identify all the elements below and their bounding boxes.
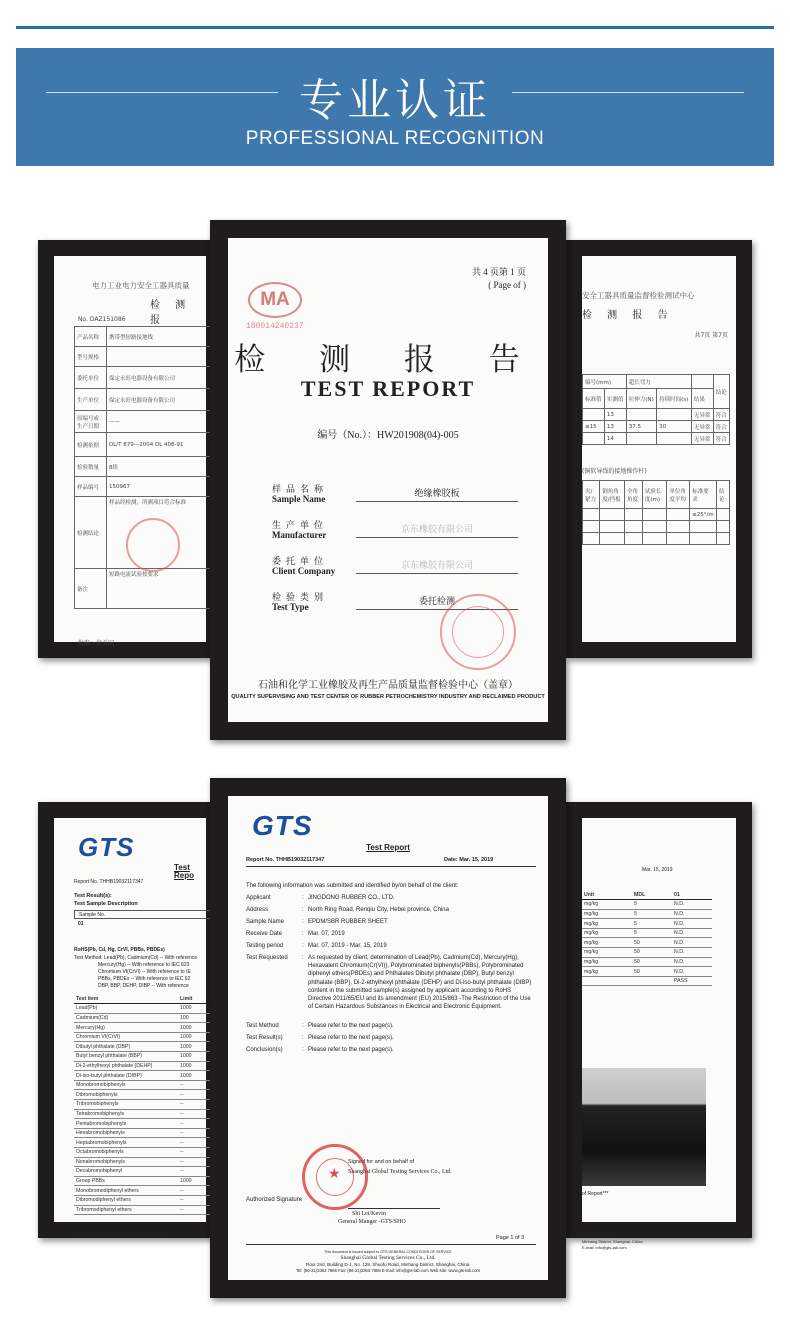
- divider: [246, 866, 536, 867]
- table-cell: 原编号或生产日期: [75, 411, 107, 433]
- gts-left-l4: Test Method: Lead(Pb), Cadmium(Cd) -- With reference: [74, 955, 198, 961]
- field-label-cn: 样品名称: [272, 485, 329, 495]
- table-cell: Chromium VI(CrVI): [74, 1032, 178, 1042]
- official-seal-inner-icon: [452, 606, 504, 658]
- gts-left-l7: PBBs, PBDEs -- With reference to IEC 62: [98, 976, 191, 982]
- row-value: Please refer to the next page(s).: [308, 1047, 394, 1053]
- certificate-page-info: [472, 266, 526, 292]
- table-cell: Nonabromobiphenyls: [74, 1157, 178, 1167]
- table-cell: N.D.: [672, 909, 712, 919]
- table-cell: 1000: [178, 1023, 234, 1033]
- table-cell: Octabromobiphenyls: [74, 1148, 178, 1158]
- table-cell: Lead(Pb): [74, 1004, 178, 1014]
- table-cell: 无异常: [691, 421, 713, 433]
- table-cell: 编号(mm): [583, 375, 627, 389]
- gts-left-fine3: Tel: (86-21)3363 7866 Fax: (86-21)3363 7858 E-mail: info: [72, 1234, 164, 1238]
- table-cell: 标准要求: [690, 481, 717, 509]
- gts-right-result-table: [582, 890, 712, 986]
- gts-left-report-no: Report No. THHB19032117347: [74, 879, 144, 885]
- table-cell: 标准值: [583, 389, 605, 409]
- table-cell: 1000: [178, 1071, 234, 1081]
- table-cell: mg/kg: [582, 967, 632, 977]
- table-cell: mg/kg: [582, 928, 632, 938]
- table-cell: Monobromobiphenyls: [74, 1080, 178, 1090]
- table-cell: [642, 521, 667, 533]
- gts-center-date: Date: Mar. 15, 2019: [444, 857, 494, 863]
- table-cell: 1000: [178, 1061, 234, 1071]
- table-cell: [657, 433, 692, 445]
- row-value: Mar. 07, 2019 - Mar. 15, 2019: [308, 943, 387, 949]
- right-cn-page: 共7页 第7页: [694, 332, 728, 339]
- frame-left-gts-report: [38, 802, 222, 1238]
- table-cell: 符合: [713, 409, 729, 421]
- right-cn-table-1: [582, 374, 730, 445]
- row-value: As requested by client, determination of Lead(Pb), Cadmium(Cd), Mercury(Hg), Hexavalent Chromium(Cr(VI)), Polybrominated biphenyls(PBBs), Polybrominated diphenyl ethers(PBDEs) and Phthalates Dibutyl phthalate (DBP), Butyl benzyl phthalate (BBP), Di-2-ethylhexyl phthalate (DEHP) and Di-iso-butyl phthalate (DIBP) content in the submitted sample(s) assigned by applicant according to RoHS Directive 2011/65/EU and its amendment (EU) 2015/863 -The Restriction of the Use of Certain Hazardous Substances in Electrical and Electronic Equipment.: [308, 955, 532, 1011]
- table-cell: 14: [604, 433, 626, 445]
- certificate-footer-cn: 石油和化学工业橡胶及再生产品质量监督检验中心（盖章）: [258, 680, 518, 691]
- table-cell: DL/T 879—2004 DL 408-91: [107, 433, 224, 457]
- table-cell: ——: [107, 411, 224, 433]
- row-colon: :: [302, 1023, 304, 1029]
- table-cell: Dibutyl phthalate (DBP): [74, 1042, 178, 1052]
- table-cell: 100: [178, 1013, 234, 1023]
- row-key: Test Method: [246, 1023, 279, 1029]
- field-client-company: [272, 554, 522, 588]
- top-divider: [16, 26, 774, 29]
- table-header: MDL: [632, 890, 672, 900]
- row-key: Test Result(s): [246, 1035, 283, 1041]
- field-value: 绝缘橡胶板: [356, 486, 518, 502]
- table-cell: Cadmium(Cd): [74, 1013, 178, 1023]
- row-key: Applicant: [246, 895, 271, 901]
- table-cell: 50: [632, 948, 672, 958]
- seal-star-icon: ★: [328, 1165, 341, 1181]
- frame-left-cn-report: [38, 240, 222, 658]
- table-cell: [582, 976, 632, 986]
- frame-right-cn-report: [566, 240, 752, 658]
- table-cell: 型号规格: [75, 347, 107, 367]
- field-label-cn: 生产单位: [272, 521, 329, 531]
- gts-right-fine3: E-mail: info@gts-lab.com: [582, 1245, 627, 1250]
- table-cell: [690, 521, 717, 533]
- table-cell: Dibromodiphenyl ethers: [74, 1195, 178, 1205]
- table-cell: Group PBBs: [74, 1176, 178, 1186]
- table-cell: Hexabromobiphenyls: [74, 1128, 178, 1138]
- table-cell: [716, 533, 729, 545]
- table-cell: [690, 533, 717, 545]
- table-cell: [624, 533, 642, 545]
- gts-left-l6: Chromium VI(CrVI) -- With reference to IE: [98, 969, 191, 975]
- table-cell: 13: [604, 421, 626, 433]
- table-cell: 结论: [716, 481, 729, 509]
- table-cell: 保定永旺电器设备有限公司: [107, 367, 224, 389]
- table-cell: 符合: [713, 433, 729, 445]
- gts-right-page: Page 3 of 3: [682, 1225, 708, 1231]
- table-cell: 无异常: [691, 409, 713, 421]
- table-cell: --: [178, 1195, 234, 1205]
- table-cell: --: [178, 1109, 234, 1119]
- table-cell: 1000: [178, 1032, 234, 1042]
- table-cell: [107, 347, 224, 367]
- certificate-number: 编号（No.）：HW201908(04)-005: [317, 430, 459, 441]
- table-cell: [600, 533, 625, 545]
- table-cell: 1000: [178, 1176, 234, 1186]
- table-cell: 短路电流试验按要求: [107, 569, 224, 609]
- table-cell: 5: [632, 900, 672, 910]
- table-cell: Di-2-ethylhexyl phthalate (DEHP): [74, 1061, 178, 1071]
- gts-logo-icon: GTS: [252, 810, 313, 841]
- table-cell: [642, 509, 667, 521]
- gts-right-photo-caption: of Report***: [582, 1191, 609, 1197]
- field-label-en: Test Type: [272, 602, 309, 612]
- table-cell: [667, 533, 690, 545]
- table-cell: PASS: [672, 976, 712, 986]
- gts-center-fine1: This document is issued subject to GTS GENERAL CONDITIONS OF SERVICE: [324, 1250, 452, 1254]
- table-cell: 5: [632, 928, 672, 938]
- gts-signer: Shi Lei/Kevin: [352, 1211, 386, 1217]
- gts-left-fine2: Floor 2nd, Building D-1, No. 128, Shuofu R: [84, 1227, 161, 1232]
- gts-left-l8: DBP, BBP, DEHP, DIBP -- With reference: [98, 983, 189, 989]
- table-cell: 无异常: [691, 433, 713, 445]
- table-header: Test item: [74, 994, 178, 1004]
- table-cell: 委托单位: [75, 367, 107, 389]
- table-cell: 检测结论: [75, 497, 107, 569]
- row-key: Conclusion(s): [246, 1047, 283, 1053]
- row-value: Please refer to the next page(s).: [308, 1035, 394, 1041]
- row-colon: :: [302, 931, 304, 937]
- table-cell: 8组: [107, 457, 224, 477]
- table-header: Unit: [582, 890, 632, 900]
- section-banner: [16, 48, 774, 166]
- row-colon: :: [302, 919, 304, 925]
- table-cell: --: [178, 1167, 234, 1177]
- table-cell: 结果: [691, 389, 713, 409]
- left-cn-signature: 批准：徐关国: [78, 640, 115, 647]
- gts-logo-icon: GTS: [78, 832, 135, 862]
- row-colon: :: [302, 1047, 304, 1053]
- certificate-footer-en: QUALITY SUPERVISING AND TEST CENTER OF RUBBER PETROCHEMISTRY INDUSTRY AND RECLAIMED PRODUCT: [231, 694, 545, 700]
- table-cell: 拉伸力(N): [626, 389, 656, 409]
- table-cell: --: [178, 1186, 234, 1196]
- table-row: [582, 900, 712, 910]
- table-cell: 1000: [178, 1042, 234, 1052]
- table-cell: 检测依据: [75, 433, 107, 457]
- left-cn-docno: No. DAZ151086: [78, 316, 126, 323]
- field-label-cn: 委托单位: [272, 557, 329, 567]
- table-cell: 1000: [178, 1004, 234, 1014]
- table-cell: mg/kg: [582, 938, 632, 948]
- table-cell: mg/kg: [582, 957, 632, 967]
- table-cell: [716, 521, 729, 533]
- row-colon: :: [302, 1035, 304, 1041]
- row-value: JINGDONG RUBBER CO., LTD.: [308, 895, 395, 901]
- table-cell: --: [178, 1148, 234, 1158]
- right-gts-paper: [582, 818, 736, 1250]
- cma-mark-icon: MA: [248, 282, 302, 318]
- table-cell: Butyl benzyl phthalate (BBP): [74, 1052, 178, 1062]
- table-cell: Monobromodiphenyl ethers: [74, 1186, 178, 1196]
- table-cell: N.D.: [672, 928, 712, 938]
- table-cell: 持续时间(s): [657, 389, 692, 409]
- table-cell: 单位角度平均: [667, 481, 690, 509]
- table-cell: [691, 375, 713, 389]
- field-value: 京东橡胶有限公司: [356, 522, 518, 538]
- table-cell: [632, 976, 672, 986]
- table-cell: 全角角度: [624, 481, 642, 509]
- left-cn-title: 检 测 报: [150, 300, 192, 326]
- table-cell: 50: [632, 967, 672, 977]
- table-cell: ≤15: [583, 421, 605, 433]
- table-cell: mg/kg: [582, 919, 632, 929]
- page-info-cn: 共 4 页第 1 页: [471, 267, 526, 277]
- left-cn-report-paper: [54, 256, 206, 647]
- gts-left-sample-no: Sample No.: [74, 910, 244, 919]
- right-cn-section: (铜软导线的接地操作杆): [582, 468, 647, 475]
- row-colon: :: [302, 943, 304, 949]
- table-cell: Tribromodiphenyl ethers: [74, 1205, 178, 1215]
- gts-auth-signature: Authorized Signature: [246, 1197, 303, 1203]
- table-cell: Mercury(Hg): [74, 1023, 178, 1033]
- gts-left-sample-val: 01: [78, 921, 84, 927]
- row-value: North Ring Road, Renqiu City, Hebei province, China: [308, 907, 449, 913]
- table-cell: 50: [632, 938, 672, 948]
- field-label-en: Sample Name: [272, 494, 326, 504]
- row-colon: :: [302, 895, 304, 901]
- table-cell: --: [178, 1090, 234, 1100]
- row-value: Please refer to the next page(s).: [308, 1023, 394, 1029]
- table-cell: mg/kg: [582, 948, 632, 958]
- table-cell: [600, 509, 625, 521]
- table-cell: 备注: [75, 569, 107, 609]
- table-cell: --: [178, 1119, 234, 1129]
- table-cell: [583, 509, 600, 521]
- right-cn-table-2: [582, 480, 730, 545]
- table-cell: N.D.: [672, 957, 712, 967]
- table-cell: Di-iso-butyl phthalate (DIBP): [74, 1071, 178, 1081]
- gts-left-l5: Mercury(Hg) -- With reference to IEC 623: [98, 962, 190, 968]
- table-cell: 13: [604, 409, 626, 421]
- table-cell: [583, 533, 600, 545]
- table-cell: --: [178, 1205, 234, 1215]
- gts-center-report-no: Report No. THHB19032117347: [246, 857, 325, 863]
- gts-left-l1: Test Result(s):: [74, 893, 112, 899]
- table-cell: [583, 433, 605, 445]
- table-cell: [624, 509, 642, 521]
- table-cell: 5: [632, 909, 672, 919]
- gts-center-fine4: Tel: (86-21)3363 7866 Fax: (86-21)3363 7858 E-mail: info@gts-lab.com Web site: www.gts-lab.com: [295, 1268, 481, 1273]
- table-header: Limit: [178, 994, 234, 1004]
- gts-left-l2: Test Sample Description: [74, 901, 138, 907]
- table-row: [582, 909, 712, 919]
- gts-right-fine2: Minhang District, Shanghai, China.: [582, 1239, 644, 1244]
- row-value: Mar. 07, 2019: [308, 931, 345, 937]
- frame-right-gts-report: [566, 802, 752, 1250]
- table-cell: --: [178, 1157, 234, 1167]
- gts-center-page: Page 1 of 3: [496, 1235, 525, 1241]
- gts-left-fine1: Shanghai Global Testing: [94, 1221, 138, 1226]
- table-row: [582, 948, 712, 958]
- gts-left-l3: RoHS(Pb, Cd, Hg, CrVI, PBBs, PBDEs): [74, 947, 165, 953]
- right-cn-report-paper: [582, 256, 736, 642]
- table-cell: [667, 509, 690, 521]
- gts-signer-title: General Manger -GTS/SHO: [338, 1219, 406, 1225]
- table-cell: --: [178, 1138, 234, 1148]
- right-cn-title: 检 测 报 告: [582, 310, 674, 321]
- table-cell: 样品经检测，所测项目符合标准: [107, 497, 224, 569]
- table-cell: 产品名称: [75, 327, 107, 347]
- table-cell: [583, 409, 605, 421]
- field-label-en: Client Company: [272, 566, 336, 576]
- table-cell: 携带型短路接地线: [107, 327, 224, 347]
- page-info-en: ( Page of ): [488, 280, 526, 290]
- right-cn-header: 安全工器具质量监督检验测试中心: [582, 291, 695, 300]
- table-cell: --: [178, 1080, 234, 1090]
- table-cell: 5: [632, 919, 672, 929]
- table-row: [582, 957, 712, 967]
- row-key: Address: [246, 907, 269, 913]
- table-cell: 30: [657, 421, 692, 433]
- frame-test-report-certificate: [210, 220, 566, 740]
- gts-center-paper: [228, 796, 548, 1280]
- certificate-title-en: TEST REPORT: [300, 376, 476, 401]
- gts-right-date: Mar. 15, 2019: [642, 867, 673, 873]
- table-cell: N.D.: [672, 938, 712, 948]
- table-cell: 保定永旺电器设备有限公司: [107, 389, 224, 411]
- table-cell: Heptabromobiphenyls: [74, 1138, 178, 1148]
- table-cell: 实测值: [604, 389, 626, 409]
- row-key: Test Requested: [246, 955, 288, 961]
- table-cell: [600, 521, 625, 533]
- table-cell: N.D.: [672, 919, 712, 929]
- table-cell: [642, 533, 667, 545]
- row-key: Testing period: [246, 943, 284, 949]
- sample-photo: [582, 1068, 706, 1186]
- gts-row-test-requested: [246, 954, 536, 1020]
- field-label-en: Manufacturer: [272, 530, 327, 540]
- table-cell: Tribromobiphenyls: [74, 1100, 178, 1110]
- table-cell: N.D.: [672, 948, 712, 958]
- table-cell: Dibromobiphenyls: [74, 1090, 178, 1100]
- gts-right-fine1: g Services Co., Ltd.: [582, 1233, 617, 1238]
- field-value: 京东橡胶有限公司: [356, 558, 518, 574]
- gts-signed-for: Signed for and on behalf of: [348, 1159, 415, 1165]
- field-sample-name: [272, 482, 522, 516]
- table-cell: Tetrabromobiphenyls: [74, 1109, 178, 1119]
- frame-gts-report-page1: [210, 778, 566, 1298]
- table-cell: N.D.: [672, 900, 712, 910]
- row-value: EPDM/SBR RUBBER SHEET: [308, 919, 388, 925]
- table-cell: [624, 521, 642, 533]
- table-cell: 1000: [178, 1052, 234, 1062]
- field-manufacturer: [272, 518, 522, 552]
- table-cell: 50: [632, 957, 672, 967]
- table-cell: 倒角角度/挡板: [600, 481, 625, 509]
- banner-title-en: PROFESSIONAL RECOGNITION: [245, 128, 545, 149]
- table-cell: [626, 409, 656, 421]
- table-cell: --: [178, 1100, 234, 1110]
- table-row: [582, 967, 712, 977]
- left-cn-seal: [126, 518, 180, 572]
- table-cell: [716, 509, 729, 521]
- row-colon: :: [302, 907, 304, 913]
- table-cell: Pentabromobiphenyls: [74, 1119, 178, 1129]
- certificate-title-cn: 检 测 报 告: [234, 342, 542, 378]
- table-cell: 150967: [107, 477, 224, 497]
- table-cell: [667, 521, 690, 533]
- gts-center-intro: The following information was submitted and identified by/on behalf of the client:: [246, 883, 459, 889]
- table-row: [582, 928, 712, 938]
- field-value: 委托检测: [356, 594, 518, 610]
- table-cell: ≤25°/m: [690, 509, 717, 521]
- left-gts-paper: [54, 818, 206, 1238]
- certificate-paper: [228, 238, 548, 722]
- row-key: Sample Name: [246, 919, 285, 925]
- gts-center-fine2: Shanghai Global Testing Services Co., Ltd.: [340, 1255, 436, 1261]
- row-key: Receive Date: [246, 931, 283, 937]
- table-cell: 检验数量: [75, 457, 107, 477]
- gts-center-title: Test Report: [366, 843, 410, 852]
- table-cell: mg/kg: [582, 900, 632, 910]
- table-cell: 夹/紧力: [583, 481, 600, 509]
- table-cell: 样品编号: [75, 477, 107, 497]
- left-cn-header: 电力工业电力安全工器具质量: [92, 281, 190, 290]
- table-row: [582, 938, 712, 948]
- table-cell: 37.5: [626, 421, 656, 433]
- gts-left-title: Test Repo: [174, 863, 194, 880]
- row-colon: :: [302, 955, 304, 961]
- cma-number: 180014240237: [246, 322, 304, 331]
- table-row: [582, 919, 712, 929]
- table-cell: 符合: [713, 421, 729, 433]
- table-cell: 生产单位: [75, 389, 107, 411]
- table-cell: 超长弯力: [626, 375, 691, 389]
- table-cell: Decabromobiphenyl: [74, 1167, 178, 1177]
- table-cell: --: [178, 1128, 234, 1138]
- table-cell: [583, 521, 600, 533]
- gts-company: Shanghai Global Testing Services Co., Ltd.: [348, 1169, 452, 1175]
- table-cell: N.D.: [672, 967, 712, 977]
- table-cell: [657, 409, 692, 421]
- table-cell: [626, 433, 656, 445]
- table-header: 01: [672, 890, 712, 900]
- table-cell: 试验长度(m): [642, 481, 667, 509]
- field-label-cn: 检验类别: [272, 593, 329, 603]
- divider: [246, 1244, 536, 1245]
- gts-center-fine3: Floor 2nd, Building D-1, No. 128, Shuofu Road, Minhang District, Shanghai, China.: [305, 1262, 471, 1267]
- banner-title-cn: 专业认证: [299, 75, 491, 126]
- table-row: [582, 976, 712, 986]
- table-cell: mg/kg: [582, 909, 632, 919]
- table-cell: 结论: [713, 375, 729, 409]
- signature-line: [348, 1208, 440, 1209]
